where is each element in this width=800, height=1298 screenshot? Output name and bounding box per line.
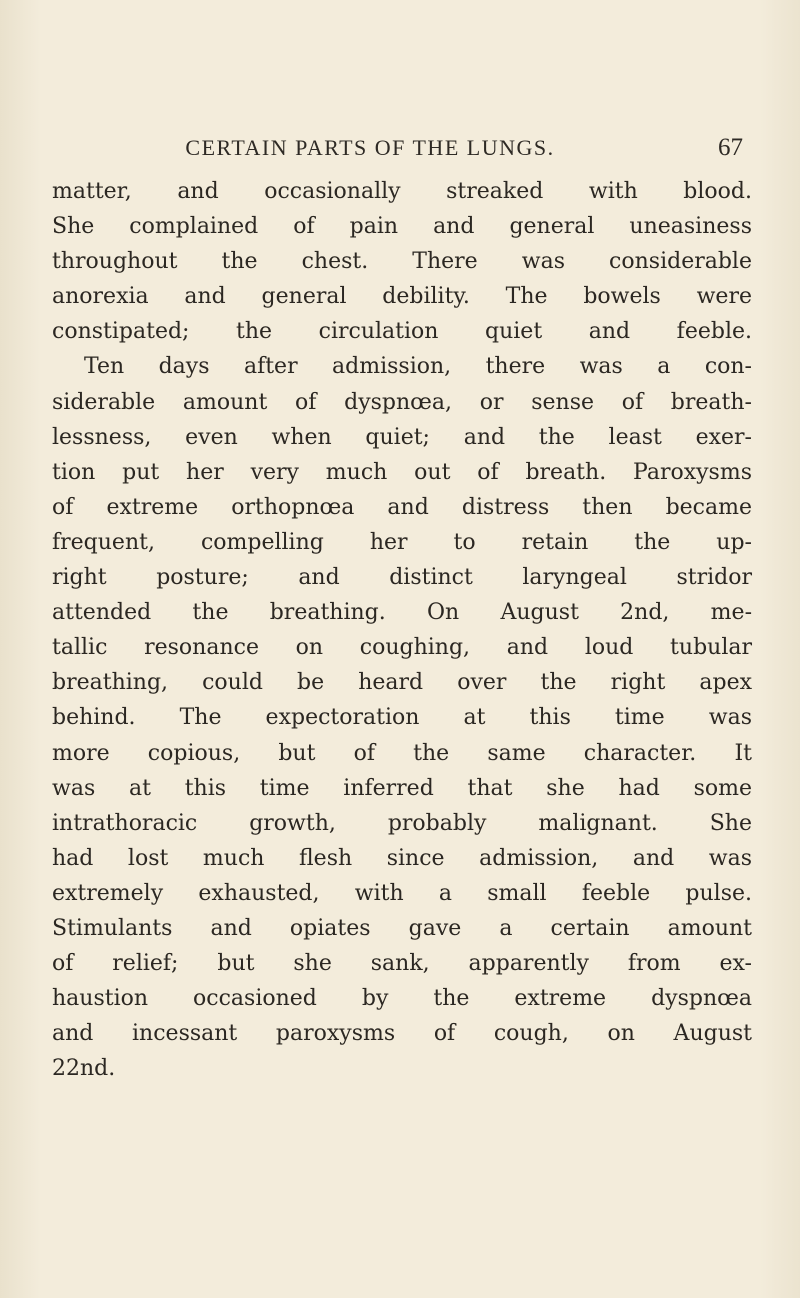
text-line: Stimulants and opiates gave a certain amount <box>52 915 752 941</box>
text-line: matter, and occasionally streaked with blood. <box>52 179 752 204</box>
text-line: lessness, even when quiet; and the least exer- <box>52 424 752 450</box>
text-line: attended the breathing. On August 2nd, me- <box>52 600 752 626</box>
text-line: of extreme orthopnœa and distress then became <box>52 494 752 520</box>
text-line: extremely exhausted, with a small feeble pulse. <box>52 880 752 906</box>
text-line: right posture; and distinct laryngeal stridor <box>52 565 752 591</box>
text-line: of relief; but she sank, apparently from ex- <box>52 951 752 977</box>
text-line: breathing, could be heard over the right apex <box>52 670 752 696</box>
running-head <box>0 131 800 165</box>
text-line: throughout the chest. There was considerable <box>52 249 752 275</box>
text-line: anorexia and general debility. The bowels were <box>52 284 752 310</box>
text-line: had lost much flesh since admission, and was <box>52 845 752 871</box>
text-line: tallic resonance on coughing, and loud tubular <box>52 635 752 661</box>
text-line: 22nd. <box>52 1056 116 1082</box>
text-line: Ten days after admission, there was a con- <box>84 354 752 380</box>
text-line: haustion occasioned by the extreme dyspnœa <box>52 986 752 1012</box>
text-line: siderable amount of dyspnœa, or sense of breath- <box>52 389 752 415</box>
text-line: more copious, but of the same character. It <box>52 740 752 766</box>
text-line: frequent, compelling her to retain the up- <box>52 529 752 555</box>
text-line: tion put her very much out of breath. Paroxysms <box>52 459 752 485</box>
body-text <box>52 174 752 1086</box>
text-line: intrathoracic growth, probably malignant. She <box>52 810 752 836</box>
text-line: constipated; the circulation quiet and feeble. <box>52 319 752 345</box>
text-line: behind. The expectoration at this time was <box>52 705 752 731</box>
page-number: 67 <box>718 134 743 161</box>
text-line: was at this time inferred that she had some <box>52 775 752 801</box>
text-line: She complained of pain and general uneasiness <box>52 214 752 240</box>
running-head-title: CERTAIN PARTS OF THE LUNGS. <box>185 135 555 160</box>
text-line: and incessant paroxysms of cough, on August <box>52 1021 752 1047</box>
